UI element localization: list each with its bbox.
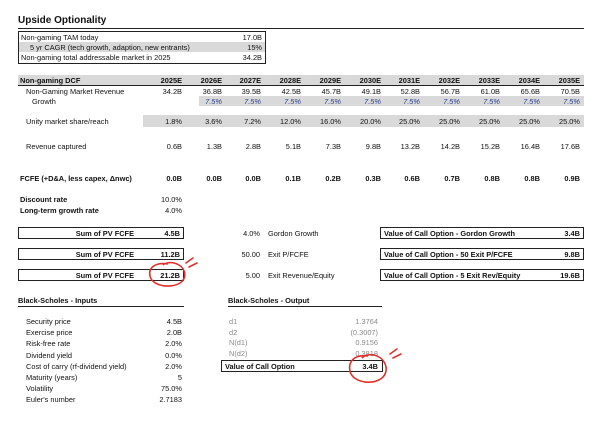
call-value-2: 19.6B [560,271,580,280]
dcf-year-0: 2025E [160,76,182,85]
dcf-year-4: 2029E [319,76,341,85]
dcf-cell-r0-c1: 36.8B [202,87,222,96]
bs-output-label-2: N(d1) [229,338,248,347]
bs-input-label-5: Maturity (years) [26,373,78,382]
dcf-cell-r1-c7: 7.5% [443,97,460,106]
dcf-row-label-3: Revenue captured [26,142,87,151]
dcf-row-label-4: FCFE (+D&A, less capex, Δnwc) [20,174,132,183]
dcf-cell-r3-c8: 15.2B [480,142,500,151]
growth-rate-label: Long-term growth rate [20,206,99,215]
dcf-cell-r0-c3: 42.5B [281,87,301,96]
dcf-year-8: 2033E [478,76,500,85]
dcf-cell-r0-c10: 70.5B [560,87,580,96]
dcf-cell-r0-c4: 45.7B [321,87,341,96]
dcf-year-6: 2031E [398,76,420,85]
tam-value-1: 15% [247,43,262,52]
dcf-cell-r2-c7: 25.0% [439,117,460,126]
annotation-circle-pv [150,263,185,286]
dcf-cell-r0-c0: 34.2B [162,87,182,96]
dcf-cell-r1-c3: 7.5% [284,97,301,106]
dcf-cell-r4-c7: 0.7B [444,174,460,183]
pv-label-0: Sum of PV FCFE [75,229,134,238]
page-title: Upside Optionality [18,15,107,26]
dcf-cell-r3-c6: 13.2B [400,142,420,151]
bs-input-label-3: Dividend yield [26,350,73,360]
tam-label-1: 5 yr CAGR (tech growth, adaption, new entrants) [30,43,190,52]
bs-input-label-7: Euler's number [26,395,76,405]
dcf-cell-r1-c8: 7.5% [483,97,500,106]
dcf-cell-r2-c2: 7.2% [244,117,261,126]
bs-input-value-6: 75.0% [161,384,182,394]
dcf-cell-r0-c2: 39.5B [241,87,261,96]
scenario-label-1: Exit P/FCFE [268,250,309,259]
dcf-cell-r3-c9: 16.4B [520,142,540,151]
scenario-value-2: 5.00 [245,271,260,280]
pv-label-2: Sum of PV FCFE [75,271,134,280]
bs-output-header: Black-Scholes - Output [228,296,310,305]
annotation-tick-call [390,349,401,358]
dcf-cell-r3-c0: 0.6B [166,142,182,151]
bs-input-value-5: 5 [177,373,182,382]
annotation-circle-call [350,355,387,383]
dcf-year-2: 2027E [239,76,261,85]
bs-input-label-2: Risk-free rate [26,339,71,349]
bs-input-label-4: Cost of carry (rf-dividend yield) [26,361,127,371]
bs-input-label-0: Security price [26,317,71,326]
dcf-cell-r3-c7: 14.2B [440,142,460,151]
pv-value-2: 21.2B [160,271,180,280]
dcf-cell-r1-c1: 7.5% [205,97,222,106]
pv-value-0: 4.5B [164,229,180,238]
dcf-cell-r1-c2: 7.5% [244,97,261,106]
dcf-cell-r1-c4: 7.5% [324,97,341,106]
dcf-row-label-1: Growth [32,97,56,106]
bs-result-value: 3.4B [362,362,378,371]
annotation-tick-pv [186,258,197,267]
call-value-1: 9.8B [564,250,580,259]
dcf-year-1: 2026E [200,76,222,85]
dcf-cell-r0-c5: 49.1B [361,87,381,96]
bs-output-value-3: 0.3818 [355,348,378,358]
dcf-cell-r4-c1: 0.0B [206,174,222,183]
dcf-cell-r2-c10: 25.0% [559,117,580,126]
dcf-cell-r3-c1: 1.3B [206,142,222,151]
discount-rate-value: 10.0% [161,195,182,204]
bs-input-value-7: 2.7183 [159,395,182,405]
dcf-cell-r2-c8: 25.0% [479,117,500,126]
dcf-year-5: 2030E [359,76,381,85]
bs-output-value-0: 1.3764 [355,317,378,326]
pv-label-1: Sum of PV FCFE [75,250,134,259]
dcf-cell-r4-c3: 0.1B [285,174,301,183]
dcf-cell-r2-c4: 16.0% [320,117,341,126]
dcf-cell-r4-c2: 0.0B [245,174,261,183]
tam-label-0: Non-gaming TAM today [21,33,99,42]
bs-input-value-2: 2.0% [165,339,182,349]
dcf-cell-r1-c9: 7.5% [523,97,540,106]
call-label-0: Value of Call Option - Gordon Growth [384,229,515,238]
scenario-label-2: Exit Revenue/Equity [268,271,335,280]
dcf-cell-r4-c4: 0.2B [325,174,341,183]
scenario-label-0: Gordon Growth [268,229,319,238]
dcf-year-10: 2035E [558,76,580,85]
dcf-cell-r4-c0: 0.0B [166,174,182,183]
bs-output-label-0: d1 [229,317,238,326]
dcf-cell-r3-c5: 9.8B [365,142,381,151]
bs-inputs-header: Black-Scholes - Inputs [18,296,98,305]
pv-value-1: 11.2B [160,250,180,259]
bs-input-label-6: Volatility [26,384,54,394]
dcf-cell-r2-c5: 20.0% [360,117,381,126]
dcf-cell-r3-c4: 7.3B [325,142,341,151]
dcf-cell-r2-c6: 25.0% [399,117,420,126]
bs-input-label-1: Exercise price [26,328,73,338]
dcf-cell-r3-c10: 17.6B [560,142,580,151]
dcf-cell-r0-c8: 61.0B [480,87,500,96]
dcf-cell-r3-c2: 2.8B [245,142,261,151]
dcf-cell-r3-c3: 5.1B [285,142,301,151]
bs-result-label: Value of Call Option [225,362,295,371]
bs-input-value-4: 2.0% [165,361,182,371]
bs-output-label-1: d2 [229,327,238,337]
bs-input-value-3: 0.0% [165,350,182,360]
scenario-value-0: 4.0% [243,229,260,238]
dcf-cell-r2-c1: 3.6% [205,117,222,126]
bs-output-value-1: (0.3007) [350,327,378,337]
call-label-1: Value of Call Option - 50 Exit P/FCFE [384,250,513,259]
dcf-year-9: 2034E [518,76,540,85]
call-label-2: Value of Call Option - 5 Exit Rev/Equity [384,271,521,280]
dcf-cell-r4-c10: 0.9B [564,174,580,183]
bs-output-value-2: 0.9156 [355,338,378,347]
scenario-value-1: 50.00 [241,250,260,259]
dcf-year-7: 2032E [438,76,460,85]
dcf-cell-r4-c9: 0.8B [524,174,540,183]
bs-input-value-1: 2.0B [166,328,182,338]
dcf-cell-r1-c10: 7.5% [563,97,580,106]
dcf-cell-r4-c8: 0.8B [484,174,500,183]
bs-input-value-0: 4.5B [166,317,182,326]
tam-value-0: 17.0B [242,33,262,42]
tam-value-2: 34.2B [242,53,262,62]
dcf-cell-r0-c6: 52.8B [400,87,420,96]
dcf-cell-r2-c0: 1.8% [165,117,182,126]
dcf-cell-r4-c6: 0.6B [404,174,420,183]
dcf-cell-r2-c3: 12.0% [280,117,301,126]
dcf-cell-r1-c5: 7.5% [364,97,381,106]
call-value-0: 3.4B [564,229,580,238]
discount-rate-label: Discount rate [20,195,68,204]
dcf-header: Non-gaming DCF [20,76,81,85]
bs-output-label-3: N(d2) [229,348,248,358]
dcf-year-3: 2028E [279,76,301,85]
dcf-cell-r0-c9: 65.6B [520,87,540,96]
growth-rate-value: 4.0% [165,206,182,215]
dcf-row-label-0: Non-Gaming Market Revenue [26,87,125,96]
dcf-cell-r1-c6: 7.5% [403,97,420,106]
dcf-cell-r4-c5: 0.3B [365,174,381,183]
dcf-row-label-2: Unity market share/reach [26,117,109,126]
dcf-cell-r2-c9: 25.0% [519,117,540,126]
dcf-cell-r0-c7: 56.7B [440,87,460,96]
tam-label-2: Non-gaming total addressable market in 2025 [21,53,171,62]
